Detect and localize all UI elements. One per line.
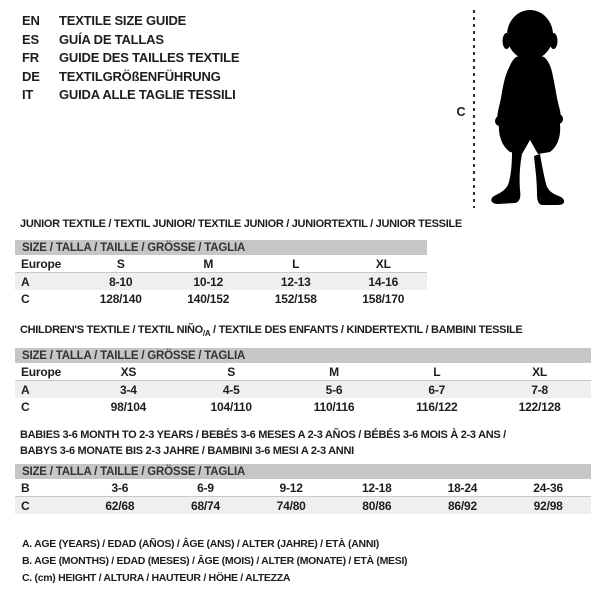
legend-notes [22,536,407,587]
row-label-cell: B [15,479,77,497]
size-cell: L [385,363,488,381]
value-cell: 158/170 [362,291,405,306]
value-cell: 8-10 [77,273,165,291]
title-subscript: /A [202,329,211,339]
row-label-cell: Europe [15,363,77,381]
row-label-cell: C [15,497,77,515]
lang-label: TEXTILGRÖßENFÜHRUNG [59,68,221,84]
value-cell: 12-18 [334,479,420,497]
size-header-bar [15,348,591,363]
size-cell: S [180,363,283,381]
language-row-it [22,86,239,105]
value-cell: 12-13 [252,273,340,291]
size-cell: XL [488,363,591,381]
value-cell: 86/92 [420,497,506,515]
junior-table-title: JUNIOR TEXTILE / TEXTIL JUNIOR/ TEXTILE JUNIOR / JUNIORTEXTIL / JUNIOR TESSILE [20,218,462,230]
lang-code: FR [22,50,39,65]
lang-label: GUÍA DE TALLAS [59,31,164,47]
value-cell: 4-5 [180,381,283,399]
lang-label: GUIDE DES TAILLES TEXTILE [59,50,240,65]
language-row-en [22,12,239,31]
lang-code: EN [22,13,40,28]
note-a: A. AGE (YEARS) / EDAD (AÑOS) / ÂGE (ANS) / ALTER (JAHRE) / ETÀ (ANNI) [22,538,379,550]
table-row-age [15,273,427,291]
value-cell: 7-8 [488,381,591,399]
babies-title-line1: BABIES 3-6 MONTH TO 2-3 YEARS / BEBÉS 3-6 MESES A 2-3 AÑOS / BÉBÉS 3-6 MOIS À 2-3 ANS / [20,429,506,441]
value-cell: 6-7 [385,381,488,399]
table-row-age [15,381,591,399]
size-cell: XS [77,363,180,381]
size-cell: M [283,363,386,381]
title-text: / TEXTILE DES ENFANTS / KINDERTEXTIL / BAMBINI TESSILE [210,324,523,336]
language-row-es [22,31,239,50]
row-label-cell: C [21,399,30,414]
row-label-cell: C [21,291,30,306]
size-cell: L [252,255,340,273]
babies-table-title [20,427,506,459]
note-c: C. (cm) HEIGHT / ALTURA / HAUTEUR / HÖHE / ALTEZZA [22,572,291,584]
table-row-height [15,497,591,515]
note-b: B. AGE (MONTHS) / EDAD (MESES) / ÂGE (MOIS) / ALTER (MONATE) / ETÀ (MESI) [22,555,408,567]
value-cell: 14-16 [340,273,428,291]
size-cell: XL [340,255,428,273]
language-list [22,12,239,105]
row-label-cell: Europe [15,255,77,273]
size-header-label: SIZE / TALLA / TAILLE / GRÖSSE / TAGLIA [15,464,591,479]
lang-label: TEXTILE SIZE GUIDE [59,13,187,28]
language-row-de [22,68,239,87]
value-cell: 98/104 [110,399,147,414]
children-size-table [15,348,591,415]
row-label-cell: A [15,273,77,291]
size-header-bar [15,464,591,479]
lang-label: GUIDA ALLE TAGLIE TESSILI [59,87,236,102]
language-row-fr [22,49,239,68]
table-row-height [15,398,591,415]
value-cell: 104/110 [210,399,252,414]
height-measure-label: C [456,105,466,119]
size-cell: S [77,255,165,273]
value-cell: 80/86 [334,497,420,515]
value-cell: 74/80 [248,497,334,515]
babies-size-table [15,464,591,514]
value-cell: 140/152 [187,291,230,306]
value-cell: 3-6 [77,479,163,497]
value-cell: 24-36 [505,479,591,497]
value-cell: 6-9 [163,479,249,497]
table-row-europe [15,363,591,381]
size-header-bar [15,240,427,255]
value-cell: 116/122 [416,399,458,414]
value-cell: 10-12 [165,273,253,291]
row-label-cell: A [15,381,77,399]
title-text: CHILDREN'S TEXTILE / TEXTIL NIÑO [20,324,203,336]
value-cell: 18-24 [420,479,506,497]
value-cell: 110/116 [313,399,355,414]
table-row-europe [15,255,427,273]
value-cell: 128/140 [99,291,142,306]
value-cell: 62/68 [77,497,163,515]
size-header-label: SIZE / TALLA / TAILLE / GRÖSSE / TAGLIA [15,348,591,363]
lang-code: DE [22,68,40,84]
babies-title-line2: BABYS 3-6 MONATE BIS 2-3 JAHRE / BAMBINI 3-6 MESI A 2-3 ANNI [20,445,354,457]
lang-code: IT [22,87,34,102]
height-measure-line [473,10,475,208]
value-cell: 92/98 [505,497,591,515]
children-table-title [20,322,522,342]
value-cell: 122/128 [518,399,561,414]
size-header-label: SIZE / TALLA / TAILLE / GRÖSSE / TAGLIA [15,240,427,255]
value-cell: 68/74 [163,497,249,515]
value-cell: 5-6 [283,381,386,399]
table-row-height [15,290,427,307]
value-cell: 152/158 [274,291,317,306]
value-cell: 3-4 [77,381,180,399]
junior-size-table [15,240,427,307]
table-row-age-months [15,479,591,497]
value-cell: 9-12 [248,479,334,497]
size-cell: M [165,255,253,273]
lang-code: ES [22,31,39,47]
toddler-silhouette-icon [482,6,576,208]
